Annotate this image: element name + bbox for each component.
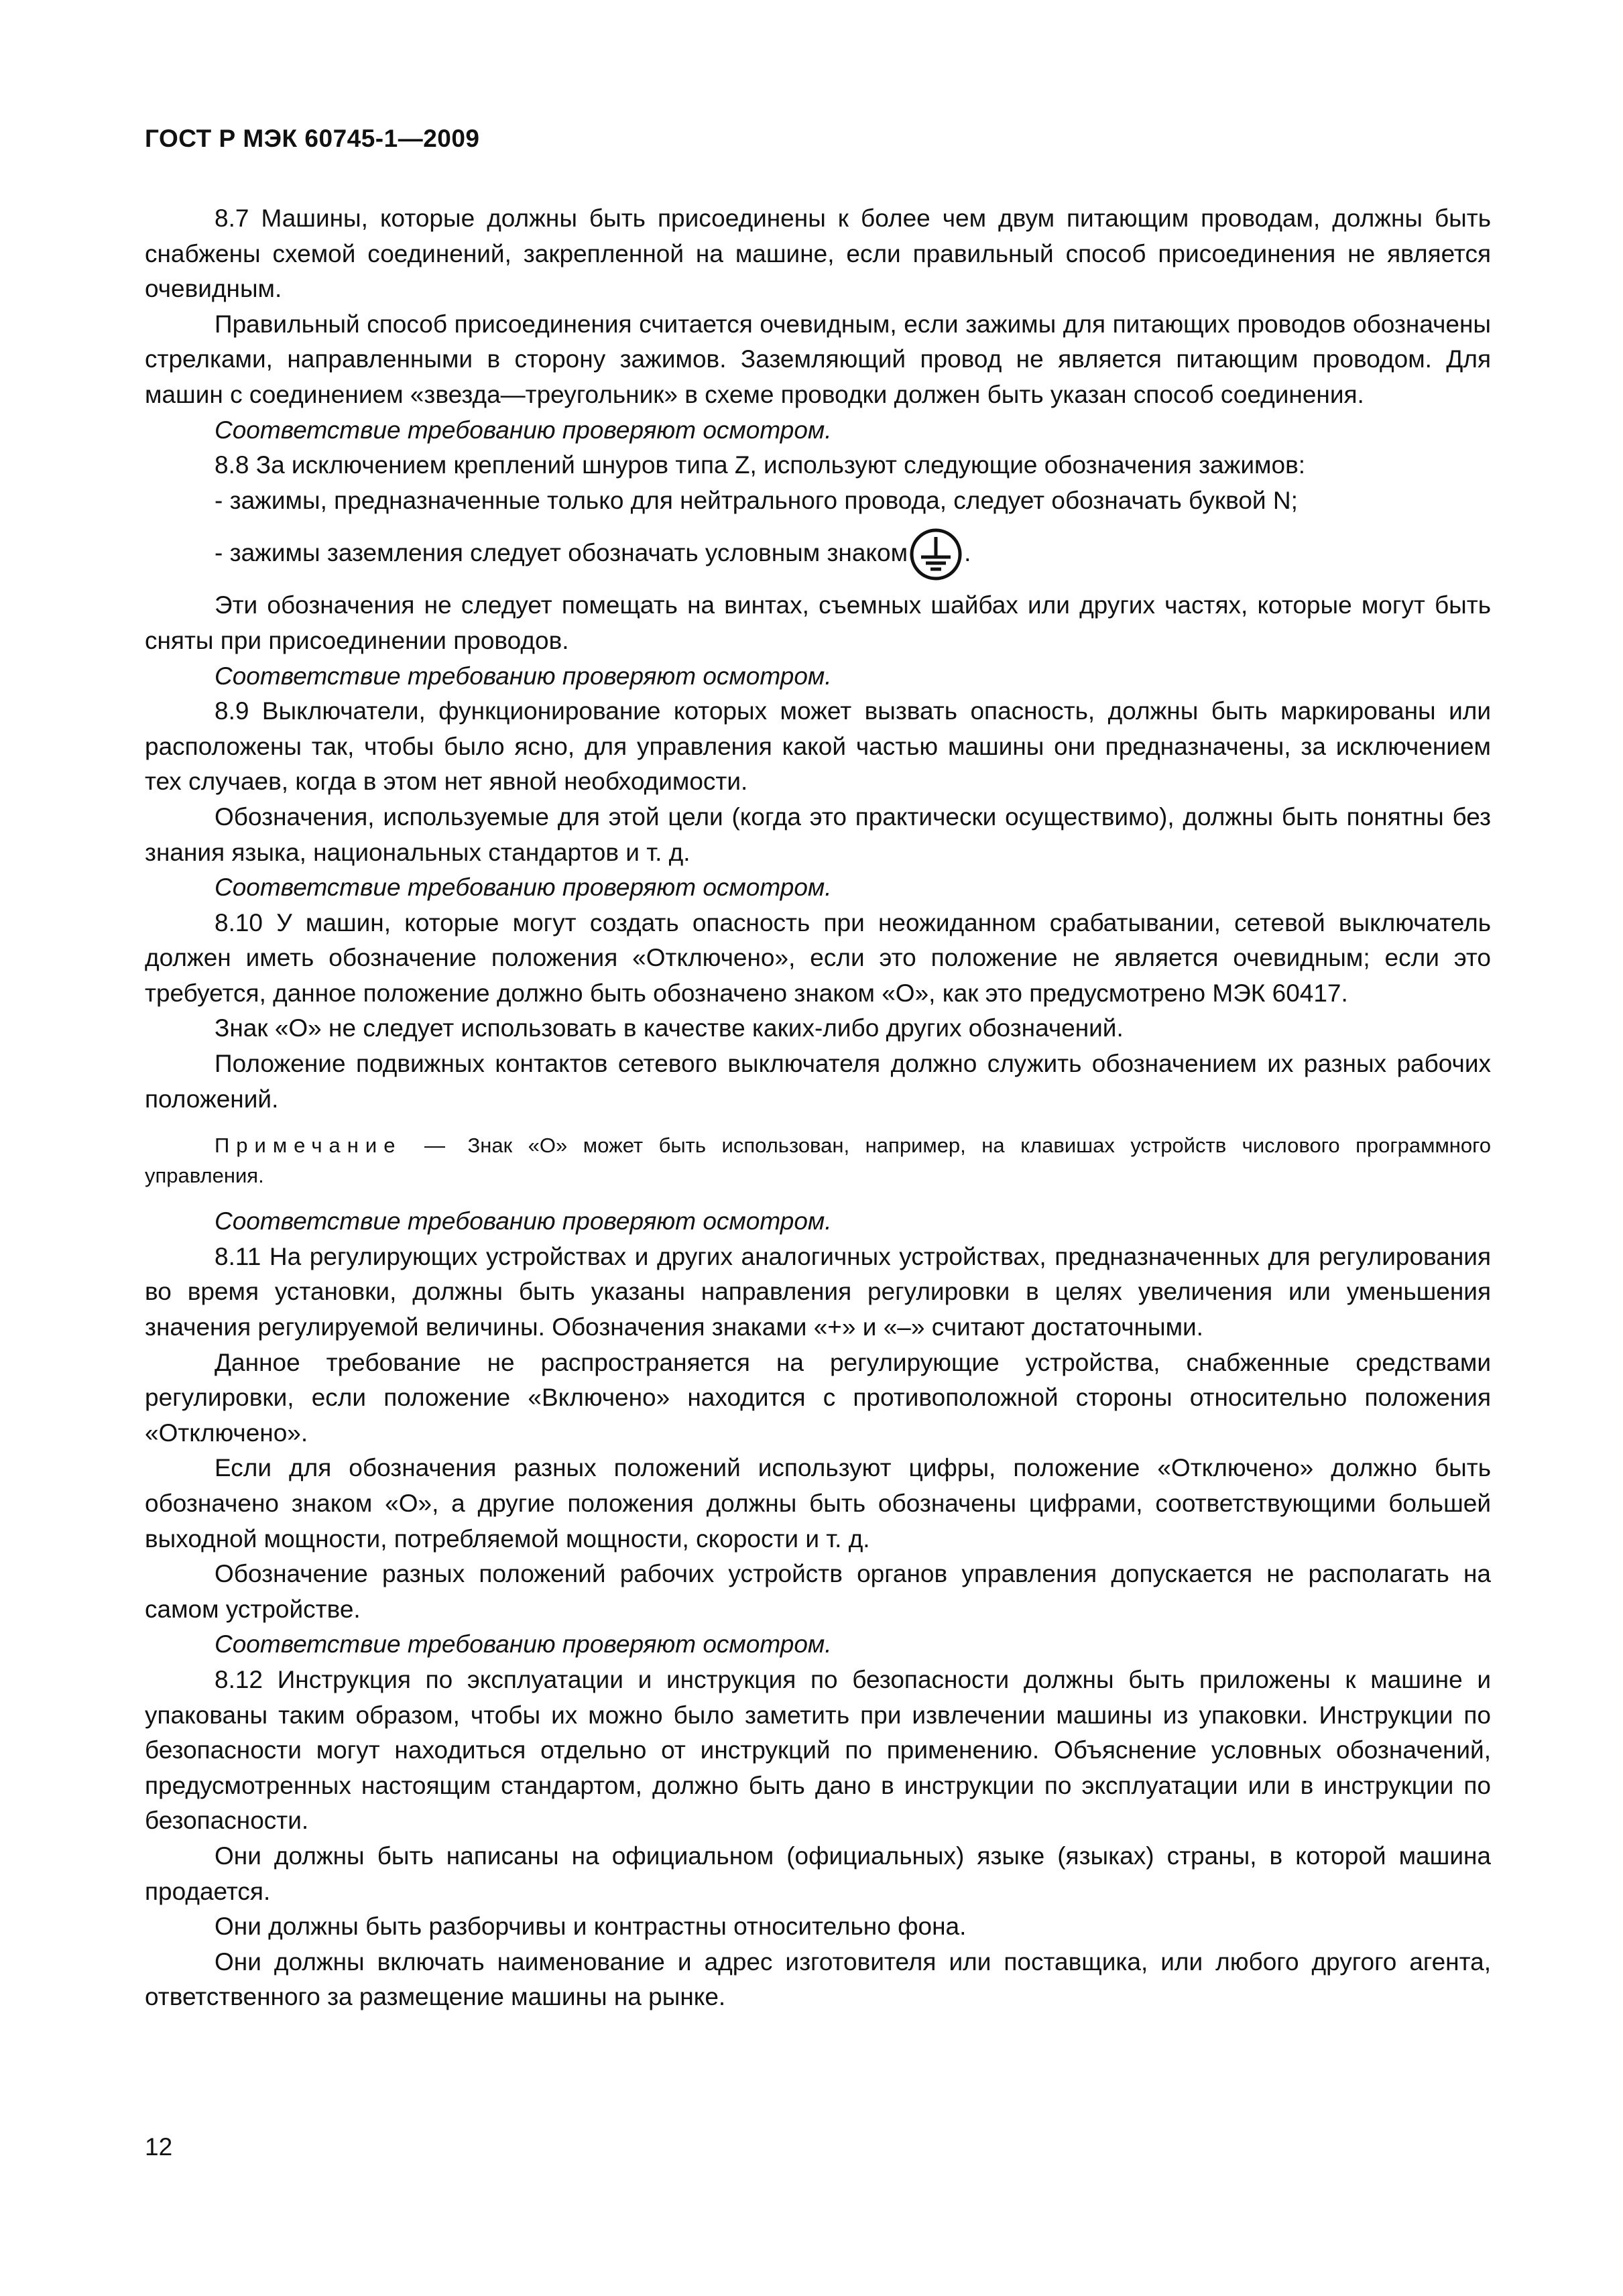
paragraph: Данное требование не распространяется на регулирующие устройства, снабженные средствами регулировки, если положение «Включено» находится с противоположной стороны относительно положения «Отключено». bbox=[145, 1348, 1491, 1447]
paragraph: Обозначение разных положений рабочих устройств органов управления допускается не располагать на самом устройстве. bbox=[145, 1560, 1491, 1623]
paragraph: Эти обозначения не следует помещать на винтах, съемных шайбах или других частях, которые могут быть сняты при присоединении проводов. bbox=[145, 591, 1491, 654]
paragraph: Обозначения, используемые для этой цели (когда это практически осуществимо), должны быть понятны без знания языка, национальных стандартов и т. д. bbox=[145, 802, 1491, 866]
compliance-note: Соответствие требованию проверяют осмотром. bbox=[215, 662, 832, 690]
paragraph-8-9: 8.9 Выключатели, функционирование которых может вызвать опасность, должны быть маркированы или расположены так, чтобы было ясно, для управления какой частью машины они предназначены, за исключением тех случаев, когда в этом нет явной необходимости. bbox=[145, 697, 1491, 796]
paragraph: Если для обозначения разных положений используют цифры, положение «Отключено» должно быть обозначено знаком «О», а другие положения должны быть обозначены цифрами, соответствующими большей выходной мощности, потребляемой мощности, скорости и т. д. bbox=[145, 1454, 1491, 1553]
note bbox=[145, 1130, 1491, 1191]
compliance-note: Соответствие требованию проверяют осмотром. bbox=[215, 873, 832, 902]
ground-suffix: . bbox=[964, 539, 971, 567]
list-item-ground bbox=[145, 528, 1491, 581]
compliance-note: Соответствие требованию проверяют осмотром. bbox=[215, 1630, 832, 1658]
list-item-neutral: - зажимы, предназначенные только для нейтрального провода, следует обозначать буквой N; bbox=[215, 486, 1298, 514]
page-number: 12 bbox=[145, 2133, 173, 2161]
paragraph-8-11: 8.11 На регулирующих устройствах и других аналогичных устройствах, предназначенных для регулирования во время установки, должны быть указаны направления регулировки в целях увеличения или уменьшения значения регулируемой величины. Обозначения знаками «+» и «–» считают достаточными. bbox=[145, 1242, 1491, 1341]
paragraph: Знак «О» не следует использовать в качестве каких-либо других обозначений. bbox=[215, 1014, 1124, 1042]
paragraph: Они должны быть разборчивы и контрастны относительно фона. bbox=[215, 1913, 967, 1941]
note-label: Примечание — bbox=[215, 1134, 452, 1158]
document-header: ГОСТ Р МЭК 60745-1—2009 bbox=[145, 125, 480, 152]
paragraph-8-8: 8.8 За исключением креплений шнуров типа Z, используют следующие обозначения зажимов: bbox=[215, 451, 1306, 479]
ground-text: - зажимы заземления следует обозначать условным знаком bbox=[215, 539, 908, 567]
paragraph: Они должны быть написаны на официальном (официальных) языке (языках) страны, в которой машина продается. bbox=[145, 1841, 1491, 1905]
compliance-note: Соответствие требованию проверяют осмотром. bbox=[215, 1207, 832, 1235]
paragraph-8-10: 8.10 У машин, которые могут создать опасность при неожиданном срабатывании, сетевой выключатель должен иметь обозначение положения «Отключено», если это положение не является очевидным; если это требуется, данное положение должно быть обозначено знаком «О», как это предусмотрено МЭК 60417. bbox=[145, 908, 1491, 1007]
paragraph-8-12: 8.12 Инструкция по эксплуатации и инструкция по безопасности должны быть приложены к машине и упакованы таким образом, чтобы их можно было заметить при извлечении машины из упаковки. Инструкции по безопасности могут находиться отдельно от инструкций по применению. Объяснение условных обозначений, предусмотренных настоящим стандартом, должно быть дано в инструкции по эксплуатации или в инструкции по безопасности. bbox=[145, 1665, 1491, 1835]
note-text: Знак «О» может быть использован, например, на клавишах устройств числового программного управления. bbox=[145, 1134, 1491, 1188]
paragraph: Они должны включать наименование и адрес изготовителя или поставщика, или любого другого агента, ответственного за размещение машины на рынке. bbox=[145, 1947, 1491, 2011]
paragraph: Правильный способ присоединения считается очевидным, если зажимы для питающих проводов обозначены стрелками, направленными в сторону зажимов. Заземляющий провод не является питающим проводом. Для машин с соединением «звезда—треугольник» в схеме проводки должен быть указан способ соединения. bbox=[145, 310, 1491, 408]
paragraph-8-7: 8.7 Машины, которые должны быть присоединены к более чем двум питающим проводам, должны быть снабжены схемой соединений, закрепленной на машине, если правильный способ присоединения не является очевидным. bbox=[145, 204, 1491, 303]
document-body bbox=[145, 201, 1491, 2015]
protective-earth-icon bbox=[909, 528, 963, 581]
compliance-note: Соответствие требованию проверяют осмотром. bbox=[215, 416, 832, 444]
paragraph: Положение подвижных контактов сетевого выключателя должно служить обозначением их разных рабочих положений. bbox=[145, 1050, 1491, 1113]
